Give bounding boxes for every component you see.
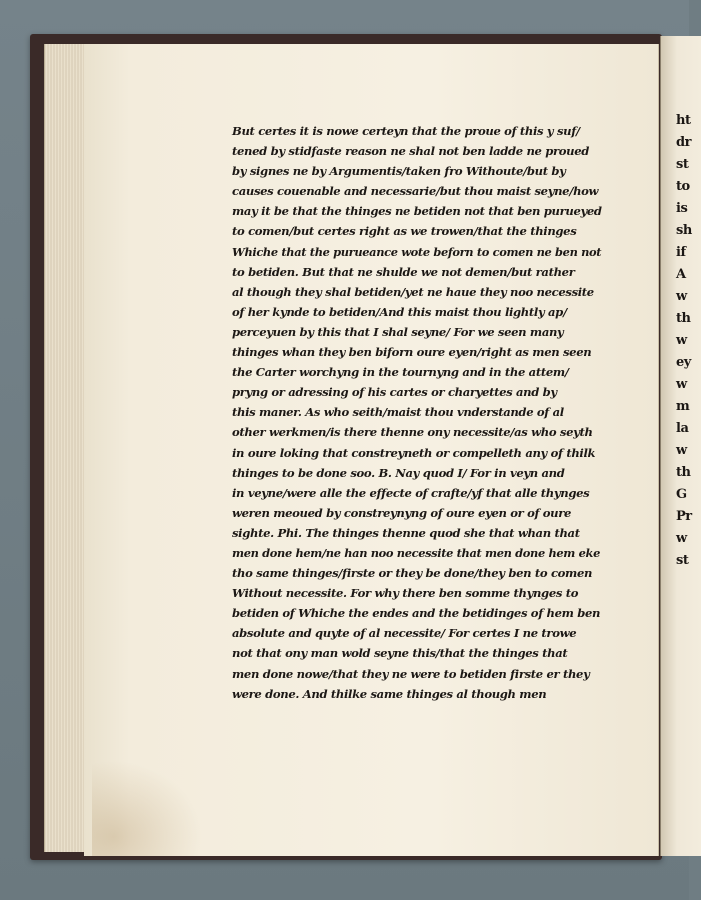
right-page-fragment: w [676,289,687,304]
right-page-fragment: th [676,465,691,480]
right-page-fragment: w [676,377,687,392]
text-line: Without necessite. For why there ben somme thynges to [232,586,579,601]
text-line: may it be that the thinges ne betiden not that ben purueyed [232,204,602,219]
right-page-fragment: w [676,531,687,546]
text-line: pryng or adressing of his cartes or charyettes and by [232,385,557,400]
text-line: in oure loking that constreyneth or compelleth any of thilk [232,445,596,460]
text-line: tened by stidfaste reason ne shal not ben ladde ne proued [232,144,590,159]
text-line: this maner. As who seith/maist thou vnderstande of al [232,405,564,420]
text-line: not that ony man wold seyne this/that the thinges that [232,646,568,661]
right-page-fragment: A [676,267,686,282]
text-line: al though they shal betiden/yet ne haue they noo necessite [232,284,594,299]
text-line: the Carter worchyng in the tournyng and in the attem/ [232,365,569,380]
text-line: But certes it is nowe certeyn that the proue of this y suf/ [232,124,580,138]
text-line: other werkmen/is there thenne ony necessite/as who seyth [232,425,593,440]
text-line: weren meoued by constreynyng of oure eyen or of oure [232,505,572,520]
text-line: thinges to be done soo. B. Nay quod I/ For in veyn and [232,465,565,480]
right-page-fragment: to [676,179,690,194]
right-page-text-fragments [676,110,690,572]
right-page-fragment: m [676,399,690,414]
text-line: were done. And thilke same thinges al though men [232,686,547,701]
right-page-fragment: is [676,201,688,216]
right-page-fragment: Pr [676,509,692,524]
blackletter-text-block [232,121,604,704]
text-line: thinges whan they ben biforn oure eyen/right as men seen [232,345,592,360]
right-page-fragment: th [676,311,691,326]
water-stain [92,760,202,856]
text-line: tho same thinges/firste or they be done/they ben to comen [232,566,593,581]
right-page-fragment: ey [676,355,691,370]
text-line: sighte. Phi. The thinges thenne quod she that whan that [232,525,580,540]
text-line: causes couenable and necessarie/but thou maist seyne/how [232,184,599,199]
right-page-fragment: la [676,421,689,436]
text-line: betiden of Whiche the endes and the betidinges of hem ben [232,606,601,621]
text-line: perceyuen by this that I shal seyne/ For we seen many [232,324,564,339]
right-page-fragment: w [676,333,687,348]
text-line: in veyne/were alle the effecte of crafte/yf that alle thynges [232,485,590,500]
text-line: of her kynde to betiden/And this maist thou lightly ap/ [232,304,567,319]
right-page-fragment: w [676,443,687,458]
right-page-fragment: G [676,487,687,502]
text-line: to betiden. But that ne shulde we not demen/but rather [232,264,575,279]
right-page-fragment: dr [676,135,691,150]
right-page-fragment: if [676,245,686,260]
right-page-fragment: ht [676,113,691,128]
text-line: men done nowe/that they ne were to betiden firste er they [232,666,590,681]
right-page-fragment: sh [676,223,692,238]
text-line: Whiche that the purueance wote beforn to comen ne ben not [232,244,602,259]
text-line: to comen/but certes right as we trowen/that the thinges [232,224,577,239]
text-line: absolute and quyte of al necessite/ For certes I ne trowe [232,626,577,641]
text-line: men done hem/ne han noo necessite that men done hem eke [232,545,600,560]
right-page-fragment: st [676,553,689,568]
text-line: by signes ne by Argumentis/taken fro Withoute/but by [232,164,566,179]
right-page-fragment: st [676,157,689,172]
